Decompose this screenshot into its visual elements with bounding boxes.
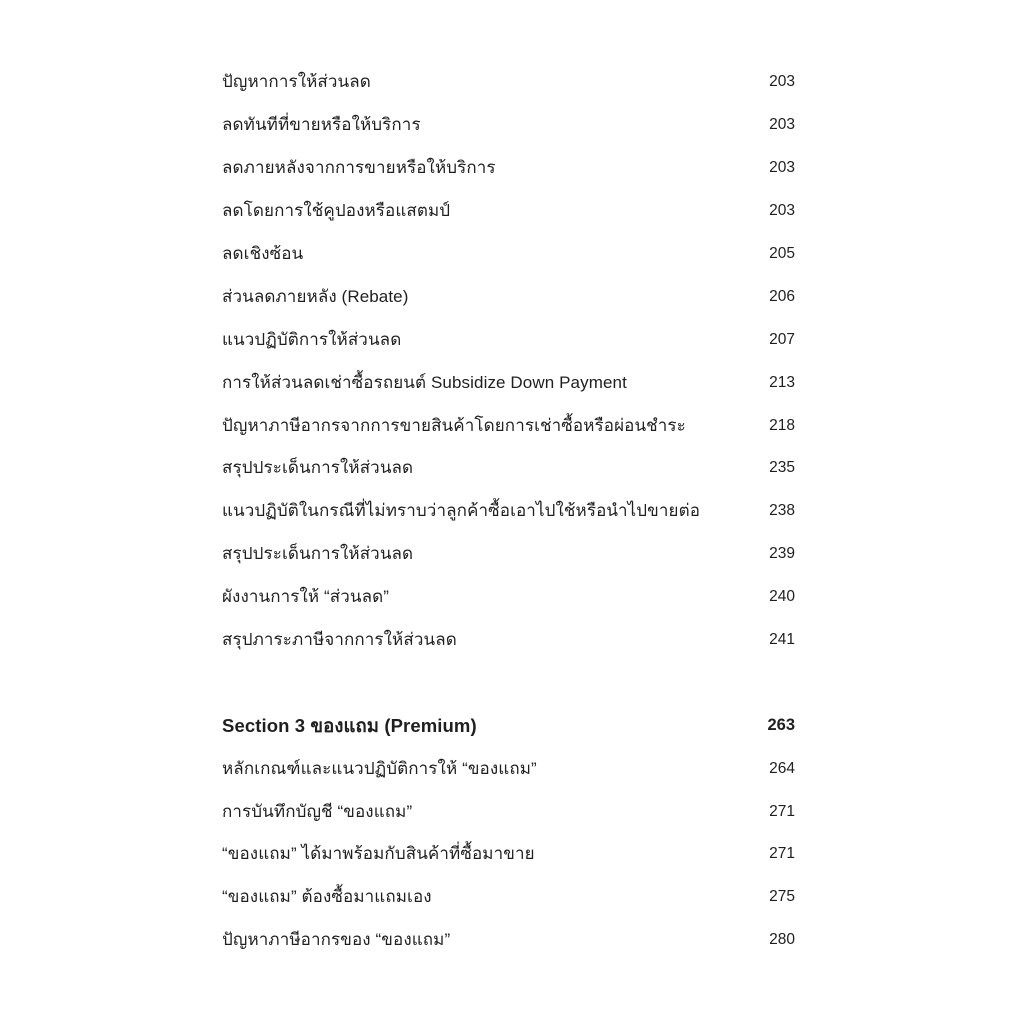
toc-entry-page-number: 205 bbox=[769, 245, 795, 262]
toc-entry-page-number: 280 bbox=[769, 931, 795, 949]
toc-entry-page-number: 203 bbox=[769, 202, 795, 220]
toc-entry-page-number: 239 bbox=[769, 545, 795, 563]
toc-entry-title: แนวปฏิบัติการให้ส่วนลด bbox=[222, 329, 402, 349]
toc-entry-title: ลดโดยการใช้คูปองหรือแสตมป์ bbox=[222, 201, 451, 221]
toc-entry-page-number: 271 bbox=[769, 802, 795, 820]
toc-row bbox=[222, 275, 795, 318]
toc-spacer-row bbox=[222, 661, 795, 704]
toc-entry-page-number: 240 bbox=[769, 588, 795, 606]
toc-entry-page-number: 271 bbox=[769, 845, 795, 863]
toc-entry-title: ลดภายหลังจากการขายหรือให้บริการ bbox=[222, 158, 496, 178]
toc-entry-title: ลดทันทีที่ขายหรือให้บริการ bbox=[222, 115, 421, 135]
toc-entry-page-number: 241 bbox=[769, 631, 795, 649]
toc-row bbox=[222, 147, 795, 190]
toc-entry-title: การบันทึกบัญชี “ของแถม” bbox=[222, 801, 413, 821]
toc-entry-page-number: 207 bbox=[769, 330, 795, 348]
toc-entry-title: ปัญหาภาษีอากรของ “ของแถม” bbox=[222, 930, 451, 950]
toc-entry-page-number: 203 bbox=[769, 159, 795, 177]
toc-entry-page-number: 213 bbox=[769, 373, 795, 391]
toc-entry-page-number: 203 bbox=[769, 73, 795, 91]
toc-row bbox=[222, 833, 795, 876]
toc-entry-title: สรุปประเด็นการให้ส่วนลด bbox=[222, 544, 414, 564]
toc-entry-title: “ของแถม” ต้องซื้อมาแถมเอง bbox=[222, 887, 432, 907]
toc-section-title: Section 3 ของแถม (Premium) bbox=[222, 714, 477, 736]
toc-row bbox=[222, 447, 795, 490]
toc-row bbox=[222, 61, 795, 104]
toc-entry-page-number: 275 bbox=[769, 888, 795, 906]
toc-entry-title: การให้ส่วนลดเช่าซื้อรถยนต์ Subsidize Down Payment bbox=[222, 372, 627, 392]
toc-entry-page-number: 203 bbox=[769, 116, 795, 134]
toc-entry-title: หลักเกณฑ์และแนวปฏิบัติการให้ “ของแถม” bbox=[222, 758, 537, 778]
toc-entry-page-number: 235 bbox=[769, 459, 795, 477]
toc-row bbox=[222, 790, 795, 833]
toc-row bbox=[222, 233, 795, 276]
toc-entry-title: “ของแถม” ได้มาพร้อมกับสินค้าที่ซื้อมาขาย bbox=[222, 844, 535, 864]
toc-entry-page-number: 264 bbox=[769, 759, 795, 777]
toc-entry-title: สรุปภาระภาษีจากการให้ส่วนลด bbox=[222, 629, 457, 649]
toc-row bbox=[222, 361, 795, 404]
toc-entry-page-number: 218 bbox=[769, 416, 795, 434]
toc-row bbox=[222, 404, 795, 447]
toc-row bbox=[222, 747, 795, 790]
toc-entry-page-number: 206 bbox=[769, 287, 795, 305]
toc-section-page-number: 263 bbox=[767, 716, 795, 735]
toc-entry-title: ผังงานการให้ “ส่วนลด” bbox=[222, 587, 390, 607]
toc-entry-title: แนวปฏิบัติในกรณีที่ไม่ทราบว่าลูกค้าซื้อเอาไปใช้หรือนำไปขายต่อ bbox=[222, 501, 701, 521]
toc-entry-title: ส่วนลดภายหลัง (Rebate) bbox=[222, 286, 409, 306]
toc-row bbox=[222, 490, 795, 533]
toc-entry-title: ปัญหาภาษีอากรจากการขายสินค้าโดยการเช่าซื้อหรือผ่อนชำระ bbox=[222, 415, 686, 435]
toc-entry-title: ลดเชิงซ้อน bbox=[222, 243, 304, 263]
toc-row bbox=[222, 318, 795, 361]
toc-entry-page-number: 238 bbox=[769, 502, 795, 520]
toc-row bbox=[222, 919, 795, 962]
toc-row bbox=[222, 876, 795, 919]
toc-row bbox=[222, 619, 795, 662]
toc-row bbox=[222, 576, 795, 619]
table-of-contents bbox=[222, 61, 795, 962]
toc-row bbox=[222, 533, 795, 576]
toc-row bbox=[222, 190, 795, 233]
toc-entry-title: ปัญหาการให้ส่วนลด bbox=[222, 72, 371, 92]
toc-section-row bbox=[222, 704, 795, 747]
toc-row bbox=[222, 104, 795, 147]
toc-entry-title: สรุปประเด็นการให้ส่วนลด bbox=[222, 458, 414, 478]
